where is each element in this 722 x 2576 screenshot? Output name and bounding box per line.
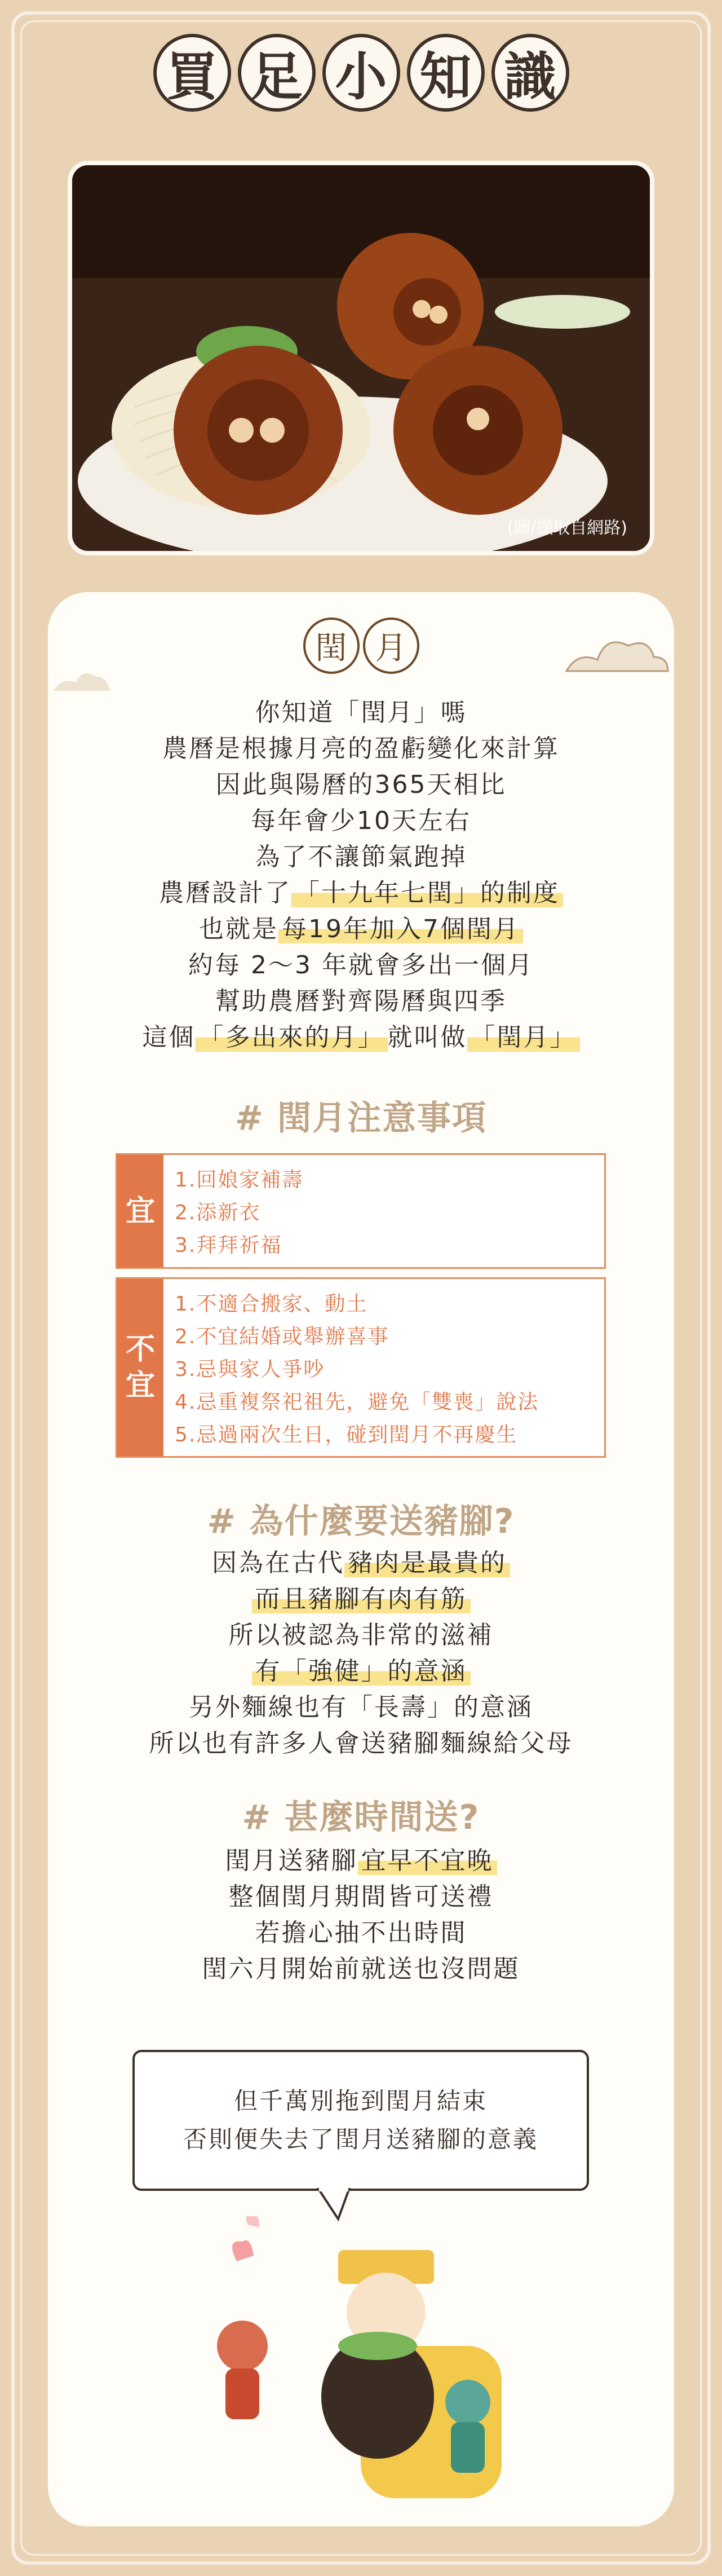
text-segment: 所以被認為非常的滋補 xyxy=(228,1621,494,1649)
title-char: 小 xyxy=(322,34,400,112)
text-line xyxy=(0,803,722,839)
text-segment: 約每 2～3 年就會多出一個月 xyxy=(188,951,534,980)
list-item: 5.忌過兩次生日，碰到閏月不再慶生 xyxy=(175,1423,518,1446)
why-heading: # 為什麼要送豬腳? xyxy=(207,1502,515,1541)
list-item: 2.添新衣 xyxy=(175,1201,261,1224)
text-line xyxy=(0,1915,722,1951)
highlighted-text: 而且豬腳有肉有筋 xyxy=(252,1585,471,1613)
suitable-tag xyxy=(117,1155,163,1267)
suitable-box xyxy=(116,1153,606,1269)
tag-char: 宜 xyxy=(125,1194,155,1228)
suitable-list xyxy=(163,1155,315,1267)
text-line xyxy=(0,1879,722,1915)
text-line xyxy=(0,875,722,911)
text-line xyxy=(0,1843,722,1879)
title-char: 知 xyxy=(407,34,485,112)
text-segment: 農曆設計了 xyxy=(159,879,291,907)
photo-credit: (圖/擷取自網路) xyxy=(507,518,627,538)
avoid-tag xyxy=(117,1279,163,1456)
text-line xyxy=(0,947,722,983)
highlighted-text: 「多出來的月」 xyxy=(196,1023,388,1052)
text-line xyxy=(0,983,722,1020)
text-segment: 這個 xyxy=(142,1023,196,1052)
list-item: 1.回娘家補壽 xyxy=(175,1168,304,1192)
text-line xyxy=(0,695,722,731)
text-line xyxy=(0,1726,722,1762)
list-item: 3.拜拜祈福 xyxy=(175,1234,282,1257)
text-segment: 因為在古代 xyxy=(212,1549,344,1577)
text-segment: 閏月送豬腳 xyxy=(225,1846,358,1875)
text-line xyxy=(0,839,722,875)
text-segment: 每年會少10天左右 xyxy=(251,806,471,835)
highlighted-text: 宜早不宜晚 xyxy=(358,1846,497,1875)
highlighted-text: 豬肉是最貴的 xyxy=(344,1549,510,1577)
text-segment: 就叫做 xyxy=(387,1023,467,1052)
bubble-line: 但千萬別拖到閏月結束 xyxy=(233,2087,488,2115)
text-line xyxy=(0,911,722,947)
text-line xyxy=(0,1020,722,1056)
list-item: 2.不宜結婚或舉辦喜事 xyxy=(175,1325,389,1348)
highlighted-text: 每19年加入7個閏月 xyxy=(278,915,523,943)
avoid-box xyxy=(116,1277,606,1458)
bubble-line: 否則便失去了閏月送豬腳的意義 xyxy=(183,2125,538,2153)
tag-char: 宜 xyxy=(125,1369,155,1402)
notes-heading: # 閏月注意事項 xyxy=(234,1099,488,1138)
when-heading: # 甚麼時間送? xyxy=(242,1798,480,1837)
title-char: 買 xyxy=(153,34,231,112)
speech-bubble xyxy=(132,2050,589,2191)
text-segment: 若擔心抽不出時間 xyxy=(255,1918,467,1947)
text-segment: 幫助農曆對齊陽曆與四季 xyxy=(215,987,507,1016)
intro-text xyxy=(0,695,722,1056)
highlighted-text: 「十九年七閏」的制度 xyxy=(291,879,563,907)
text-segment: 另外麵線也有「長壽」的意涵 xyxy=(189,1693,533,1722)
text-segment: 整個閏月期間皆可送禮 xyxy=(228,1882,494,1911)
text-line xyxy=(0,1951,722,1987)
deity-illustration xyxy=(197,2216,547,2521)
text-line xyxy=(0,731,722,767)
title-char: 識 xyxy=(491,34,569,112)
section-title-char: 閏 xyxy=(303,617,360,674)
list-item: 1.不適合搬家、動土 xyxy=(175,1293,368,1316)
text-segment: 為了不讓節氣跑掉 xyxy=(255,843,467,871)
title-char: 足 xyxy=(238,34,316,112)
text-line xyxy=(0,1581,722,1617)
text-segment: 閏六月開始前就送也沒問題 xyxy=(202,1955,520,1983)
heart-icon xyxy=(246,2216,259,2227)
text-segment: 所以也有許多人會送豬腳麵線給父母 xyxy=(149,1729,573,1758)
text-segment: 也就是 xyxy=(199,915,278,943)
text-segment: 你知道「閏月」嗎 xyxy=(255,698,467,727)
list-item: 3.忌與家人爭吵 xyxy=(175,1358,325,1381)
food-illustration xyxy=(72,165,650,551)
when-text xyxy=(0,1843,722,1987)
highlighted-text: 「閏月」 xyxy=(467,1023,580,1052)
text-line xyxy=(0,767,722,803)
avoid-list xyxy=(163,1279,550,1456)
poster-title xyxy=(0,34,722,112)
list-item: 4.忌重複祭祀祖先，避免「雙喪」說法 xyxy=(175,1391,539,1414)
heart-icon xyxy=(232,2240,254,2261)
text-line xyxy=(0,1690,722,1726)
text-segment: 農曆是根據月亮的盈虧變化來計算 xyxy=(162,734,560,763)
section-title-leap-month xyxy=(0,617,722,674)
highlighted-text: 有「強健」的意涵 xyxy=(252,1657,471,1686)
tag-char: 不 xyxy=(125,1333,155,1366)
text-line xyxy=(0,1653,722,1690)
why-text xyxy=(0,1545,722,1762)
text-line xyxy=(0,1617,722,1653)
pork-knuckle-photo xyxy=(68,161,654,555)
section-title-char: 月 xyxy=(363,617,419,674)
text-line xyxy=(0,1545,722,1581)
text-segment: 因此與陽曆的365天相比 xyxy=(215,770,507,799)
